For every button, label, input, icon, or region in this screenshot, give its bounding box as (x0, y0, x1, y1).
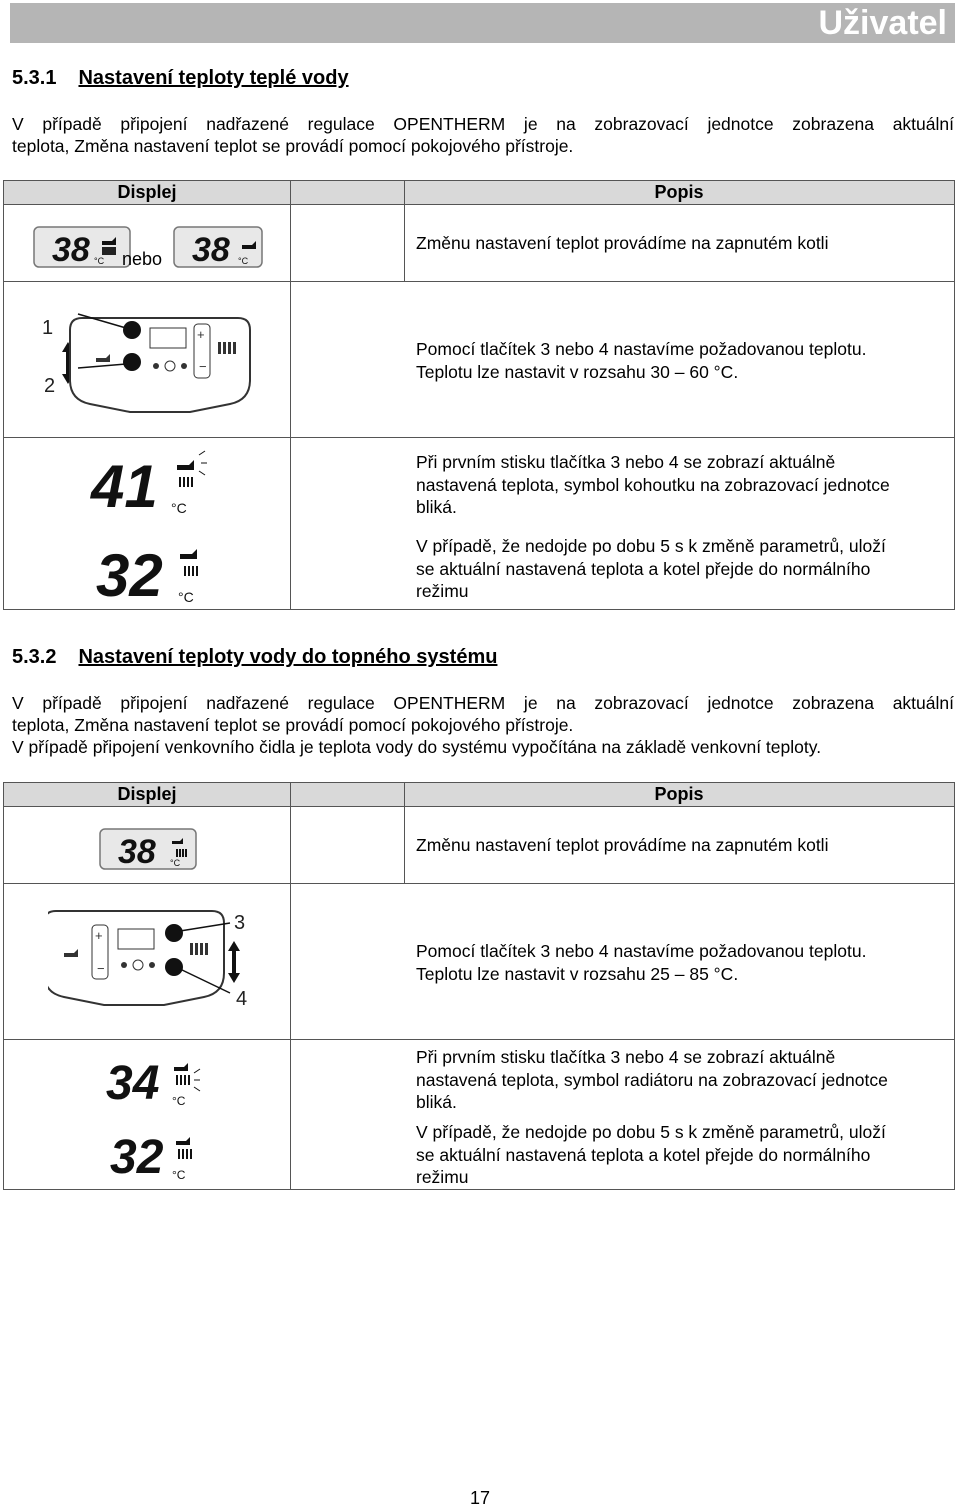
lcd-display-38-radiator (98, 827, 202, 875)
paragraph-line: teplota, Změna nastavení teplot se provádí pomocí pokojového přístroje. (12, 715, 574, 735)
svg-text:−: − (199, 359, 207, 374)
row-3-line: bliká. (416, 1092, 457, 1112)
display-2-digits: 38 (192, 231, 230, 269)
radiator-icon (179, 477, 193, 487)
button-4 (165, 958, 183, 976)
radiator-icon (178, 1149, 192, 1159)
row-4-line: se aktuální nastavená teplota a kotel přejde do normálního (416, 558, 871, 579)
section-1-paragraph (12, 113, 954, 157)
table-hot-water (3, 180, 955, 610)
header-bar (10, 3, 955, 43)
row-2-line: Teplotu lze nastavit v rozsahu 30 – 60 °C. (416, 361, 739, 382)
row-3-line: Při prvním stisku tlačítka 3 nebo 4 se zobrazí aktuálně (416, 452, 836, 472)
lcd-display-38-tap (34, 227, 130, 269)
button-label-2: 2 (44, 375, 56, 397)
row-3-line: Při prvním stisku tlačítka 3 nebo 4 se zobrazí aktuálně (416, 1047, 836, 1067)
control-panel-illustration (48, 903, 258, 1023)
display-4-unit: °C (178, 589, 194, 605)
section-2-heading (12, 646, 497, 669)
col-header-display: Displej (117, 182, 177, 202)
header-title: Uživatel (818, 4, 947, 42)
tap-icon (176, 1137, 190, 1145)
svg-text:−: − (97, 961, 105, 976)
radiator-icon (184, 566, 198, 576)
blinking-radiator-icon (176, 1069, 200, 1091)
lcd-display-32 (94, 536, 224, 606)
paragraph-line: teplota, Změna nastavení teplot se provádí pomocí pokojového přístroje. (12, 136, 574, 156)
row-2-line: Teplotu lze nastavit v rozsahu 25 – 85 °C. (416, 963, 739, 984)
control-panel-illustration (38, 306, 258, 416)
lcd-display-34-blinking-radiator (104, 1049, 214, 1109)
section-2-paragraph (12, 692, 954, 758)
display-1-digits: 38 (118, 833, 156, 871)
button-4 (123, 353, 141, 371)
display-4-digits: 32 (110, 1131, 164, 1183)
col-header-description: Popis (654, 182, 704, 202)
lcd-display-41-blinking-tap (89, 447, 219, 517)
paragraph-line: V případě připojení nadřazené regulace OPENTHERM je na zobrazovací jednotce zobrazena aktuální (12, 693, 954, 713)
or-label: nebo (122, 249, 163, 269)
row-4-line: režimu (416, 1167, 469, 1187)
row-2-description (416, 338, 946, 383)
display-4-unit: °C (172, 1168, 186, 1182)
table-heating-water (3, 782, 955, 1190)
row-4-line: se aktuální nastavená teplota a kotel přejde do normálního (416, 1144, 871, 1165)
row-1-description: Změnu nastavení teplot provádíme na zapnutém kotli (416, 233, 829, 253)
section-2-title: Nastavení teploty vody do topného systému (78, 646, 498, 668)
row-4-description (416, 1121, 946, 1189)
row-4-line: V případě, že nedojde po dobu 5 s k změně parametrů, uloží (416, 1122, 886, 1142)
row-4-line: režimu (416, 581, 469, 601)
button-3 (165, 924, 183, 942)
blinking-tap-icon (177, 451, 207, 475)
row-2-description (416, 940, 946, 985)
row-4-description (416, 535, 946, 603)
display-3-digits: 34 (106, 1057, 160, 1109)
section-1-heading (12, 67, 349, 90)
section-2-number: 5.3.2 (12, 646, 57, 668)
display-pair (32, 225, 282, 273)
display-3-unit: °C (172, 1094, 186, 1108)
row-3-description (416, 451, 946, 519)
svg-text:+: + (95, 928, 103, 943)
button-3 (123, 321, 141, 339)
paragraph-line: V případě připojení venkovního čidla je teplota vody do systému vypočítána na základě venkovní teploty. (12, 737, 822, 757)
button-label-3: 3 (234, 912, 246, 934)
display-1-unit: °C (170, 858, 181, 868)
tap-icon (180, 549, 197, 559)
col-header-description: Popis (654, 784, 704, 804)
paragraph-line: V případě připojení nadřazené regulace OPENTHERM je na zobrazovací jednotce zobrazena aktuální (12, 114, 954, 134)
display-4-digits: 32 (96, 542, 163, 606)
row-2-line: Pomocí tlačítek 3 nebo 4 nastavíme požadovanou teplotu. (416, 339, 867, 359)
col-header-display: Displej (117, 784, 177, 804)
row-3-line: nastavená teplota, symbol radiátoru na zobrazovací jednotce (416, 1069, 888, 1090)
lcd-display-38-tap-alt (174, 227, 262, 269)
display-2-unit: °C (238, 256, 249, 266)
section-1-title: Nastavení teploty teplé vody (78, 67, 349, 89)
section-1-number: 5.3.1 (12, 67, 57, 89)
page-number: 17 (469, 1488, 491, 1508)
row-3-description (416, 1046, 946, 1114)
row-1-description: Změnu nastavení teplot provádíme na zapnutém kotli (416, 835, 829, 855)
row-3-line: bliká. (416, 497, 457, 517)
tap-icon (174, 1063, 188, 1071)
row-3-line: nastavená teplota, symbol kohoutku na zobrazovací jednotce (416, 474, 890, 495)
svg-text:+: + (197, 327, 205, 342)
button-label-1: 1 (42, 317, 54, 339)
display-3-digits: 41 (91, 453, 158, 517)
lcd-display-32 (108, 1123, 218, 1183)
display-1-unit: °C (94, 256, 105, 266)
display-3-unit: °C (171, 500, 187, 516)
button-label-4: 4 (236, 988, 248, 1010)
up-down-arrow-icon (228, 941, 240, 983)
display-1-digits: 38 (52, 231, 90, 269)
row-2-line: Pomocí tlačítek 3 nebo 4 nastavíme požadovanou teplotu. (416, 941, 867, 961)
row-4-line: V případě, že nedojde po dobu 5 s k změně parametrů, uloží (416, 536, 886, 556)
